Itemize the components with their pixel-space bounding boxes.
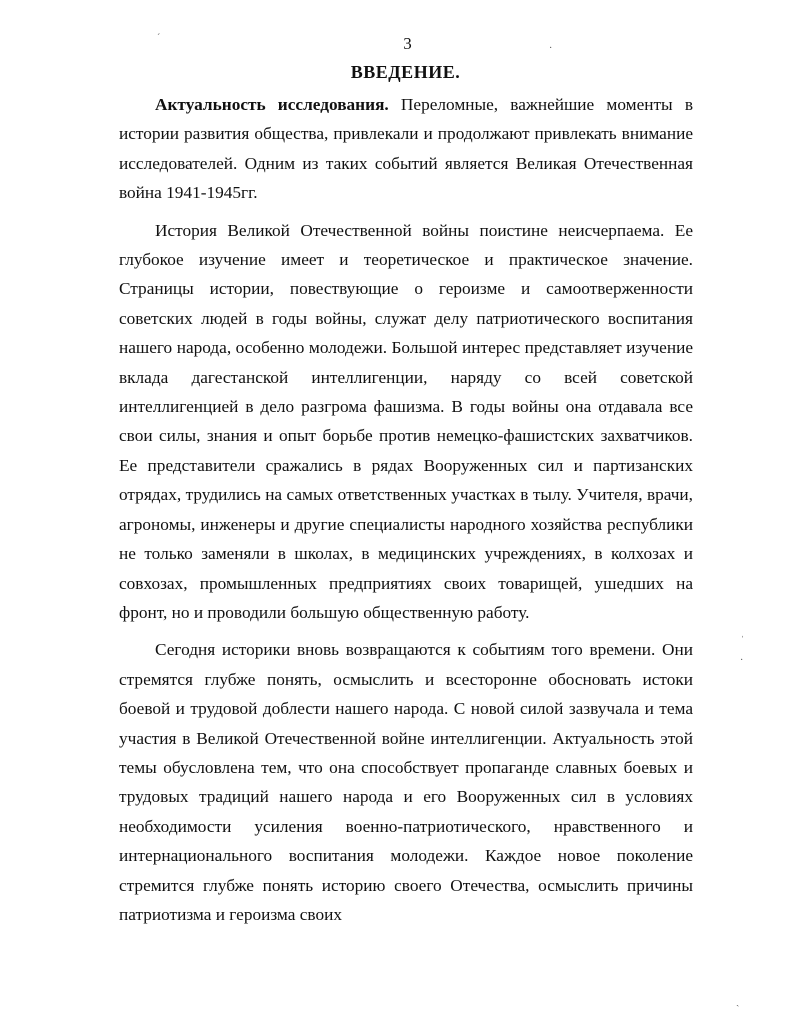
- scan-speck: ˏ: [736, 996, 740, 1007]
- paragraph-text: История Великой Отечественной войны поистине неисчерпаема. Ее глубокое изучение имеет и теоретическое и практическое значение. Страницы истории, повествующие о героизме и самоотверженности советских людей в годы войны, служат делу патриотического воспитания нашего народа, особенно молодежи. Большой интерес представляет изучение вклада дагестанской интеллигенции, наряду со всей советской интеллигенцией в дело разгрома фашизма. В годы войны она отдавала все свои силы, знания и опыт борьбе против немецко-фашистских захватчиков. Ее представители сражались в рядах Вооруженных сил и партизанских отрядах, трудились на самых ответственных участках в тылу. Учителя, врачи, агрономы, инженеры и другие специалисты народного хозяйства республики не только заменяли в школах, в медицинских учреждениях, в колхозах и совхозах, промышленных предприятиях своих товарищей, ушедших на фронт, но и проводили большую общественную работу.: [119, 220, 693, 622]
- section-heading: ВВЕДЕНИЕ.: [350, 62, 461, 82]
- scan-speck: ˈ: [741, 635, 745, 646]
- paragraph-text: Сегодня историки вновь возвращаются к событиям того времени. Они стремятся глубже понять, осмыслить и всесторонне обосновать истоки боевой и трудовой доблести нашего народа. С новой силой зазвучала и тема участия в Великой Отечественной войне интеллигенции. Актуальность этой темы обусловлена тем, что она способствует пропаганде славных боевых и трудовых традиций нашего народа и его Вооруженных сил в условиях необходимости усиления военно-патриотического, нравственного и интернационального воспитания молодежи. Каждое новое поколение стремится глубже понять историю своего Отечества, осмыслить причины патриотизма и героизма своих: [119, 640, 693, 924]
- paragraph-history: [119, 216, 693, 628]
- paragraph-lead: Актуальность исследования.: [155, 95, 389, 114]
- page-number: 3: [403, 34, 412, 53]
- paragraph-relevance: [119, 90, 693, 208]
- scan-speck: ˊ: [157, 33, 161, 44]
- paragraph-text: Переломные, важнейшие моменты в истории развития общества, привлекали и продолжают привлекать внимание исследователей. Одним из таких событий является Великая Отечественная война 1941-1945гг.: [119, 95, 693, 203]
- scan-speck: ·: [549, 43, 553, 54]
- body-text: [119, 90, 693, 929]
- paragraph-historians: [119, 635, 693, 929]
- scan-speck: ·: [740, 655, 744, 666]
